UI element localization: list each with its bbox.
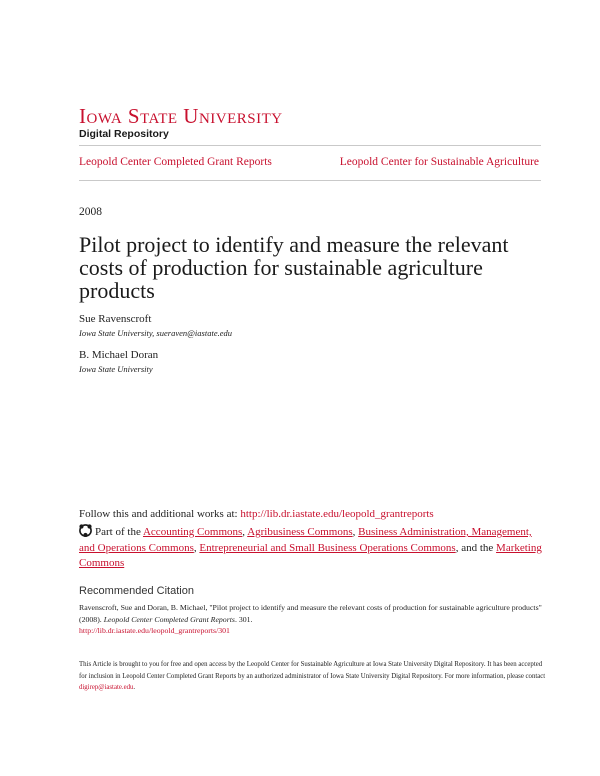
network-icon — [79, 524, 92, 537]
repository-name: Digital Repository — [79, 128, 169, 140]
collection-link[interactable]: http://lib.dr.iastate.edu/leopold_grantreports — [240, 508, 434, 520]
bottom-divider — [79, 180, 541, 181]
author-name: Sue Ravenscroft — [79, 313, 152, 325]
commons-link-agribusiness[interactable]: Agribusiness Commons — [247, 526, 353, 538]
contact-email-link[interactable]: digirep@iastate.edu — [79, 684, 134, 691]
footer-end: . — [133, 684, 136, 691]
follow-label: Follow this and additional works at: — [79, 508, 238, 520]
part-of-prefix: Part of the — [95, 526, 141, 538]
separator: , — [193, 541, 200, 554]
follow-line — [79, 508, 434, 520]
author-affiliation: Iowa State University — [79, 364, 153, 374]
citation-heading: Recommended Citation — [79, 585, 194, 597]
separator: , — [352, 526, 359, 538]
publication-year: 2008 — [79, 206, 102, 218]
citation-link[interactable]: http://lib.dr.iastate.edu/leopold_grantreports/301 — [79, 626, 230, 635]
commons-link-business-administration[interactable]: Business Administration, Management, and Operations Commons — [79, 526, 532, 554]
citation-journal: Leopold Center Completed Grant Reports — [103, 614, 235, 624]
footer-text: This Article is brought to you for free and open access by the Leopold Center for Sustainable Agriculture at Iowa State University Digital Repository. It has been accepted for inclusion in Leopold Center Completed Grant Reports by an authorized administrator of Iowa State University Digital Repository. For more information, please contact — [79, 661, 546, 680]
article-title: Pilot project to identify and measure the relevant costs of production for sustainable agriculture products — [79, 232, 509, 303]
commons-link-marketing[interactable]: Marketing Commons — [79, 541, 542, 569]
commons-link-accounting[interactable]: Accounting Commons — [142, 526, 243, 538]
university-name: Iowa State University — [79, 104, 283, 128]
author-affiliation: Iowa State University, sueraven@iastate.edu — [79, 328, 232, 338]
top-divider — [79, 145, 541, 146]
commons-link-entrepreneurial[interactable]: Entrepreneurial and Small Business Operations Commons — [199, 541, 456, 554]
footer-notice — [79, 659, 549, 694]
university-logo — [79, 106, 283, 140]
series-link-leopold-center[interactable]: Leopold Center for Sustainable Agriculture — [339, 156, 539, 168]
citation-body: Ravenscroft, Sue and Doran, B. Michael, "Pilot project to identify and measure the relevant costs of production for sustainable agriculture products" (2008). — [79, 603, 542, 624]
author-name: B. Michael Doran — [79, 349, 159, 361]
and-the-text: , and the — [455, 541, 494, 554]
citation-number: . 301. — [234, 614, 253, 624]
citation-text — [79, 602, 549, 637]
separator: , — [242, 526, 248, 538]
series-link-grant-reports[interactable]: Leopold Center Completed Grant Reports — [79, 156, 272, 168]
part-of-commons — [79, 524, 549, 572]
